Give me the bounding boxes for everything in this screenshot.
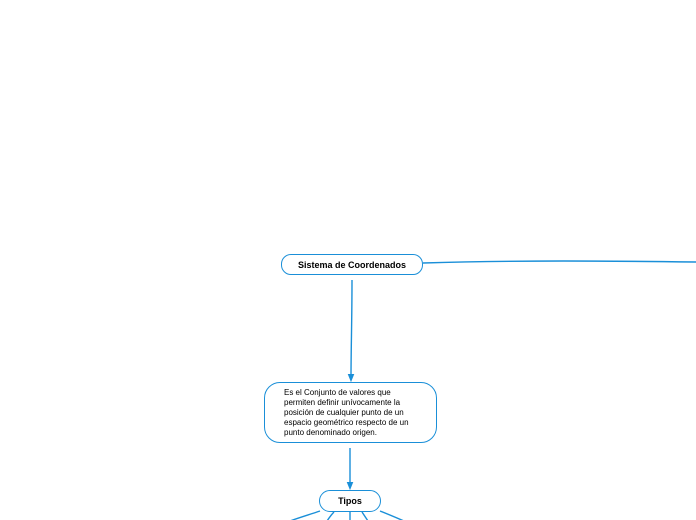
edge-tipos-child-1	[290, 511, 320, 520]
edge-tipos-child-4	[362, 512, 368, 520]
tipos-node[interactable]	[319, 490, 381, 512]
edge-tipos-child-5	[380, 511, 404, 520]
root-node[interactable]	[281, 254, 423, 275]
edge-root-to-definition	[351, 280, 352, 378]
edge-tipos-child-2	[327, 512, 334, 520]
definition-node[interactable]	[264, 382, 437, 443]
edge-root-to-right-branch	[423, 261, 696, 263]
root-node-label: Sistema de Coordenados	[297, 259, 407, 270]
definition-node-text: Es el Conjunto de valores que permiten definir unívocamente la posición de cualquier punto de un espacio geométrico respecto de un punto denominado origen.	[284, 387, 409, 437]
tipos-node-label: Tipos	[338, 496, 362, 506]
